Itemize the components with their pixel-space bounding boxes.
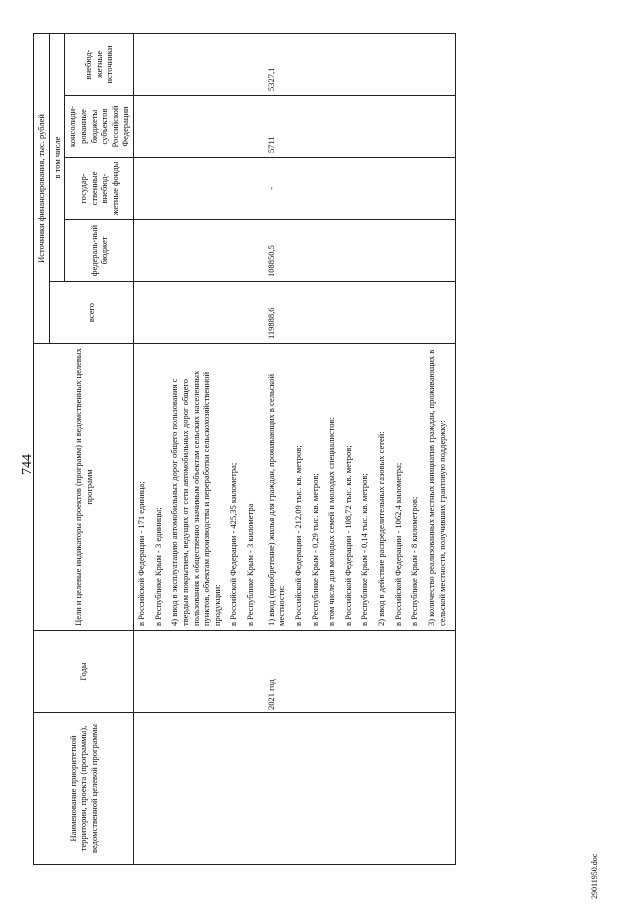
cell-empty — [134, 158, 264, 220]
goal-line: в Российской Федерации - 425,35 километра; — [228, 462, 239, 626]
cell-empty — [134, 220, 264, 282]
header-state-funds: государ-ственные внебюд-жетные фонды — [65, 158, 134, 220]
cell-consolidated-2021: 5711 — [264, 96, 456, 158]
cell-total-2021: 119888,6 — [264, 282, 456, 344]
goal-line: в Российской Федерации - 1062,4 километра; — [392, 462, 403, 626]
cell-empty — [134, 96, 264, 158]
cell-state-funds-2021: - — [264, 158, 456, 220]
table-row-2020-continued — [134, 34, 264, 865]
cell-federal-2021: 108850,5 — [264, 220, 456, 282]
header-consolidated: консолиди-рованные бюджеты субъектов Российской Федерации — [65, 96, 134, 158]
goal-line: в Республике Крым - 0,29 тыс. кв. метров; — [309, 473, 320, 626]
goal-line: 4) ввод в эксплуатацию автомобильных дорог общего пользования с твердым покрытием, ведущих от сети автомобильных дорог общего пользования к общественно значимым объектам сельских населенных пунктов, объектам производства и переработки сельскохозяйственной продукции: — [169, 370, 222, 626]
cell-goals-2021 — [264, 344, 456, 631]
goal-line: в Республике Крым - 3 единицы; — [152, 507, 163, 626]
file-name: 29011950.doc — [590, 853, 599, 899]
header-extrabudgetary: внебюд-жетные источники — [65, 34, 134, 96]
cell-goals-2020 — [134, 344, 264, 631]
table-row-2021 — [264, 34, 456, 865]
cell-name-empty — [264, 713, 456, 865]
header-total: всего — [49, 282, 133, 344]
goal-line: 3) количество реализованных местных инициатив граждан, проживающих в сельской местности, получивших грантовую поддержку: — [425, 349, 447, 626]
header-name: Наименование приоритетной территории, проекта (программы), ведомственной целевой программы — [34, 713, 134, 865]
goal-line: в Республике Крым - 8 километров; — [409, 496, 420, 626]
goal-line: в Российской Федерации - 212,09 тыс. кв. метров; — [292, 445, 303, 626]
goal-line: в Российской Федерации - 108,72 тыс. кв. метров; — [342, 445, 353, 626]
goal-line: в Республике Крым - 0,14 тыс. кв. метров; — [359, 473, 370, 626]
cell-year-empty — [134, 631, 264, 713]
header-funding-sources: Источники финансирования, тыс. рублей — [34, 34, 50, 344]
header-federal-budget: федераль-ный бюджет — [65, 220, 134, 282]
goal-line: 1) ввод (приобретение) жилья для граждан, проживающих в сельской местности: — [265, 373, 287, 626]
cell-empty — [134, 34, 264, 96]
header-goals: Цели и целевые индикаторы проектов (программ) и ведомственных целевых программ — [34, 344, 134, 631]
goal-line: 2) ввод в действие распределительных газовых сетей: — [376, 431, 386, 626]
cell-year-2021: 2021 год — [264, 631, 456, 713]
goal-line: в Российской Федерации - 171 единица; — [136, 481, 146, 626]
page-number: 744 — [20, 454, 35, 475]
header-including: в том числе — [49, 34, 65, 282]
funding-table — [33, 33, 456, 865]
goal-line: в Республике Крым - 3 километра — [245, 503, 255, 626]
goal-line: в том числе для молодых семей и молодых специалистов: — [326, 417, 337, 626]
header-years: Годы — [34, 631, 134, 713]
cell-empty — [134, 282, 264, 344]
cell-extrabudgetary-2021: 5327,1 — [264, 34, 456, 96]
cell-name-empty — [134, 713, 264, 865]
